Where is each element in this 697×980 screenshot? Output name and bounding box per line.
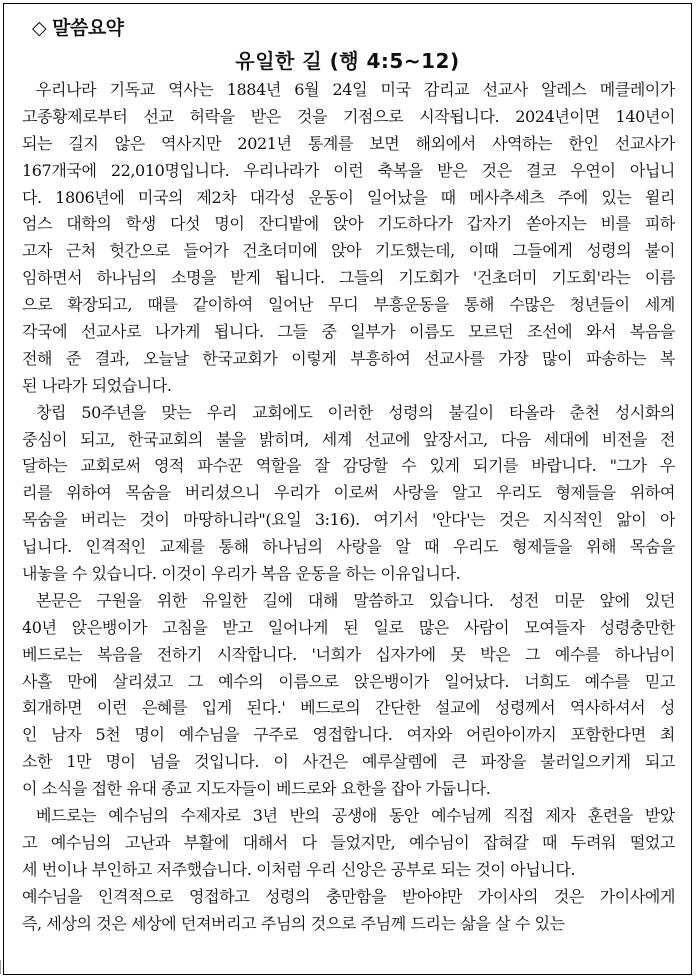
body-line: 고자 근처 헛간으로 들어가 건초더미에 앉아 기도했는데, 이때 그들에게 성령의 불이	[22, 241, 675, 261]
body-line: 사흘 만에 살리셨고 그 예수의 이름으로 앉은뱅이가 일어났다. 너희도 예수를 믿고	[22, 671, 675, 691]
body-line: 중심이 되고, 한국교회의 불을 밝히며, 세계 선교에 앞장서고, 다음 세대에 비전을 전	[22, 429, 675, 449]
body-line: 예수님을 인격적으로 영접하고 성령의 충만함을 받아야만 가이사의 것은 가이사에게	[22, 886, 675, 906]
body-line: 고 예수님의 고난과 부활에 대해서 다 들었지만, 예수님이 잡혀갈 때 두려워 떨었고	[22, 832, 675, 852]
body-line: 엄스 대학의 학생 다섯 명이 잔디밭에 앉아 기도하다가 갑자기 쏟아지는 비를 피하	[22, 214, 675, 234]
body-line: 본문은 구원을 위한 유일한 길에 대해 말씀하고 있습니다. 성전 미문 앞에 있던	[36, 590, 675, 610]
body-line: 세 번이나 부인하고 저주했습니다. 이처럼 우리 신앙은 공부로 되는 것이 아닙니다.	[22, 859, 576, 879]
body-line: 리를 위하여 목숨을 버리셨으니 우리가 이로써 사랑을 알고 우리도 형제들을 위하여	[22, 483, 675, 503]
body-line: 소한 1만 명이 넘을 것입니다. 이 사건은 예루살렘에 큰 파장을 불러일으키게 되고	[22, 752, 675, 772]
body-line: 전해 준 결과, 오늘날 한국교회가 이렇게 부흥하여 선교사를 가장 많이 파송하는 복	[22, 348, 675, 368]
body-line: 내놓을 수 있습니다. 이것이 우리가 복음 운동을 하는 이유입니다.	[22, 564, 461, 584]
body-line: 닙니다. 인격적인 교제를 통해 하나님의 사랑을 알 때 우리도 형제들을 위해 목숨을	[22, 537, 675, 557]
body-line: 목숨을 버리는 것이 마땅하니라"(요일 3:16). 여기서 '안다'는 것은 지식적인 앎이 아	[22, 510, 675, 530]
body-line: 임하면서 하나님의 소명을 받게 됩니다. 그들의 기도회가 '건초더미 기도회'라는 이름	[22, 268, 675, 288]
section-label-text: 말씀요약	[52, 17, 124, 39]
body-line: 되는 길지 않은 역사지만 2021년 통계를 보면 해외에서 사역하는 한인 선교사가	[22, 133, 675, 153]
body-line: 다. 1806년에 미국의 제2차 대각성 운동이 일어났을 때 메사추세츠 주에 있는 윌리	[22, 187, 675, 207]
diamond-icon: ◇	[32, 17, 47, 39]
body-line: 베드로는 예수님의 수제자로 3년 반의 공생애 동안 예수님께 직접 제자 훈련을 받았	[36, 806, 675, 826]
body-line: 창립 50주년을 맞는 우리 교회에도 이러한 성령의 불길이 타올라 춘천 성시화의	[36, 402, 675, 422]
body-line: 회개하면 이런 은혜를 입게 된다.' 베드로의 간단한 설교에 성령께서 역사하셔서 성	[22, 698, 675, 718]
document-page	[3, 3, 692, 975]
body-line: 인 남자 5천 명이 예수님을 구주로 영접합니다. 여자와 어린아이까지 포함한다면 최	[22, 725, 675, 745]
body-line: 각국에 선교사로 나가게 됩니다. 그들 중 일부가 이름도 모르던 조선에 와서 복음을	[22, 322, 675, 342]
body-line: 우리나라 기독교 역사는 1884년 6월 24일 미국 감리교 선교사 알레스 메클레이가	[36, 80, 675, 99]
body-line: 즉, 세상의 것은 세상에 던져버리고 주님의 것으로 주님께 드리는 삶을 살 수 있는	[22, 913, 565, 933]
section-label	[32, 13, 124, 40]
body-line: 40년 앉은뱅이가 고침을 받고 일어나게 된 일로 많은 사람이 모여들자 성령충만한	[22, 617, 675, 637]
body-line: 달하는 교회로써 영적 파수꾼 역할을 잘 감당할 수 있게 되기를 바랍니다. "그가 우	[22, 456, 675, 476]
body-line: 이 소식을 접한 유대 종교 지도자들이 베드로와 요한을 잡아 가둡니다.	[22, 779, 491, 799]
body-line: 된 나라가 되었습니다.	[22, 375, 172, 395]
sermon-title: 유일한 길 (행 4:5~12)	[235, 49, 460, 73]
page-edge-mark	[0, 960, 5, 974]
body-line: 고종황제로부터 선교 허락을 받은 것을 기점으로 시작됩니다. 2024년이면 140년이	[22, 106, 675, 126]
body-line: 167개국에 22,010명입니다. 우리나라가 이런 축복을 받은 것은 결코 우연이 아닙니	[22, 160, 675, 180]
sermon-body	[22, 77, 675, 938]
body-line: 베드로는 복음을 전하기 시작합니다. '너희가 십자가에 못 박은 그 예수를 하나님이	[22, 644, 675, 664]
body-line: 으로 확장되고, 때를 같이하여 일어난 무디 부흥운동을 통해 수많은 청년들이 세계	[22, 295, 675, 315]
